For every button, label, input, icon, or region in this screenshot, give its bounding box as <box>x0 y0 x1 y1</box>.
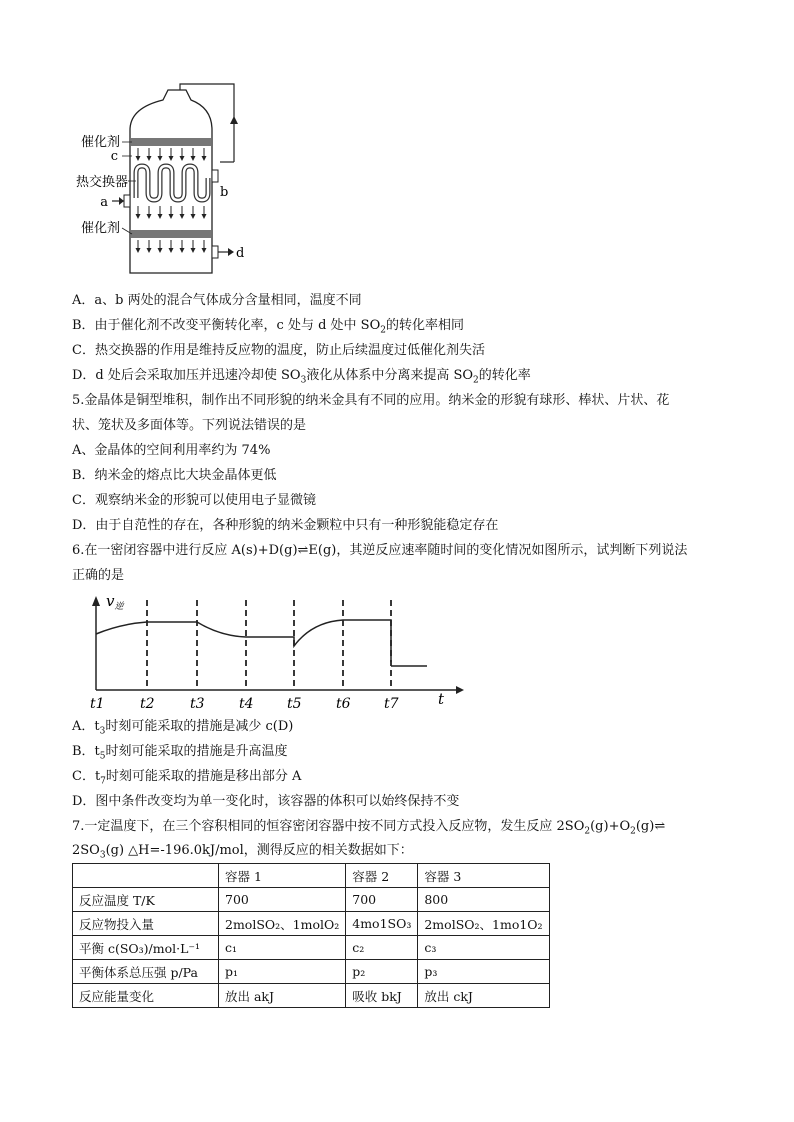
flow-arrowhead <box>191 156 196 161</box>
table-cell: 2molSO₂、1mo1O₂ <box>418 912 549 936</box>
table-cell: 4mo1SO₃ <box>346 912 418 936</box>
flow-arrowhead <box>147 248 152 253</box>
table-cell: p₃ <box>418 960 549 984</box>
flow-arrowhead <box>169 156 174 161</box>
flow-arrowhead <box>158 156 163 161</box>
reactor-diagram <box>68 78 268 278</box>
q6-option-d: D．图中条件改变均为单一变化时，该容器的体积可以始终保持不变 <box>72 794 460 809</box>
tick-t5: t5 <box>287 696 302 712</box>
q7-stem-line2: $2SO_3(g)$ △H=-196.0kJ/mol，测得反应的相关数据如下： <box>72 843 413 861</box>
flow-arrowhead <box>136 248 141 253</box>
table-cell: 容器 2 <box>346 864 418 888</box>
q5-option-b: B．纳米金的熔点比大块金晶体更低 <box>72 468 277 483</box>
flow-arrowhead <box>180 156 185 161</box>
table-cell: 平衡体系总压强 p/Pa <box>73 960 219 984</box>
q5-option-d: D．由于自范性的存在，各种形貌的纳米金颗粒中只有一种形貌能稳定存在 <box>72 518 499 533</box>
flow-arrowhead <box>158 248 163 253</box>
q4-option-d: D．d 处后会采取加压并迅速冷却使 $SO_3$液化从体系中分离来提高 $SO_2$的转化率 <box>72 368 531 386</box>
x-axis-label: t <box>438 690 445 708</box>
q6-option-b: B．$t_5$时刻可能采取的措施是升高温度 <box>72 744 288 762</box>
q4-option-c: C．热交换器的作用是维持反应物的温度，防止后续温度过低催化剂失活 <box>72 343 485 358</box>
q6-option-c: C．$t_7$时刻可能采取的措施是移出部分 A <box>72 769 302 787</box>
table-cell: 700 <box>346 888 418 912</box>
tick-t2: t2 <box>140 696 155 712</box>
table-cell: 容器 3 <box>418 864 549 888</box>
flow-arrowhead <box>191 248 196 253</box>
table-row <box>73 912 550 936</box>
label-b: b <box>220 185 229 200</box>
flow-arrowhead <box>202 156 207 161</box>
q5-stem-line2: 状、笼状及多面体等。下列说法错误的是 <box>72 418 307 433</box>
catalyst-bottom-label: 催化剂 <box>80 221 120 236</box>
q5-option-a: A、金晶体的空间利用率约为 74% <box>72 443 271 458</box>
table-cell: c₁ <box>219 936 346 960</box>
table-cell: 放出 akJ <box>219 984 346 1008</box>
table-cell: 700 <box>219 888 346 912</box>
table-cell: 吸收 bkJ <box>346 984 418 1008</box>
table-row <box>73 960 550 984</box>
tick-t3: t3 <box>190 696 205 712</box>
q5-option-c: C．观察纳米金的形貌可以使用电子显微镜 <box>72 493 316 508</box>
table-cell: c₂ <box>346 936 418 960</box>
q4-option-a: A．a、b 两处的混合气体成分含量相同，温度不同 <box>72 293 362 308</box>
table-row <box>73 936 550 960</box>
table-cell: 反应温度 T/K <box>73 888 219 912</box>
q4-option-b: B．由于催化剂不改变平衡转化率，c 处与 d 处中 $SO_2$的转化率相同 <box>72 318 464 336</box>
tick-t4: t4 <box>239 696 254 712</box>
table-cell: 放出 ckJ <box>418 984 549 1008</box>
table-cell <box>73 864 219 888</box>
flow-arrowhead <box>147 156 152 161</box>
rate-time-graph <box>70 590 470 714</box>
table-cell: p₁ <box>219 960 346 984</box>
catalyst-top-label: 催化剂 <box>80 135 120 150</box>
q6-stem-line1: 6.在一密闭容器中进行反应 A(s)+D(g)⇌E(g)，其逆反应速率随时间的变化情况如图所示，试判断下列说法 <box>72 543 688 558</box>
label-a: a <box>100 195 108 210</box>
table-cell: 平衡 c(SO₃)/mol·L⁻¹ <box>73 936 219 960</box>
data-table <box>72 863 550 1008</box>
table-row <box>73 864 550 888</box>
q6-stem-line2: 正确的是 <box>72 568 125 583</box>
q7-stem-line1: 7.一定温度下，在三个容积相同的恒容密闭容器中按不同方式投入反应物，发生反应 $2SO_2(g)+O_2(g)\rightleftharpoons$ <box>72 819 666 837</box>
flow-arrowhead <box>180 214 185 219</box>
flow-arrowhead <box>202 248 207 253</box>
table-cell: c₃ <box>418 936 549 960</box>
flow-arrowhead <box>191 214 196 219</box>
tick-t1: t1 <box>90 696 105 712</box>
tick-t6: t6 <box>336 696 351 712</box>
tick-t7: t7 <box>384 696 399 712</box>
flow-arrowhead <box>169 214 174 219</box>
y-axis-label: $v_逆$ <box>106 592 124 612</box>
flow-arrowhead <box>147 214 152 219</box>
q5-stem-line1: 5.金晶体是铜型堆积，制作出不同形貌的纳米金具有不同的应用。纳米金的形貌有球形、棒状、片状、花 <box>72 393 670 408</box>
table-cell: 800 <box>418 888 549 912</box>
table-cell: 反应物投入量 <box>73 912 219 936</box>
heat-exchanger-label: 热交换器 <box>75 175 128 190</box>
table-row <box>73 888 550 912</box>
table-cell: 容器 1 <box>219 864 346 888</box>
table-cell: p₂ <box>346 960 418 984</box>
flow-arrowhead <box>136 214 141 219</box>
flow-arrowhead <box>158 214 163 219</box>
table-cell: 2molSO₂、1molO₂ <box>219 912 346 936</box>
label-c: c <box>110 149 118 164</box>
flow-arrowhead <box>169 248 174 253</box>
q6-option-a: A．$t_3$时刻可能采取的措施是减少 c(D) <box>72 719 294 737</box>
table-row <box>73 984 550 1008</box>
flow-arrowhead <box>136 156 141 161</box>
flow-arrowhead <box>202 214 207 219</box>
table-cell: 反应能量变化 <box>73 984 219 1008</box>
label-d: d <box>236 246 245 261</box>
flow-arrowhead <box>180 248 185 253</box>
